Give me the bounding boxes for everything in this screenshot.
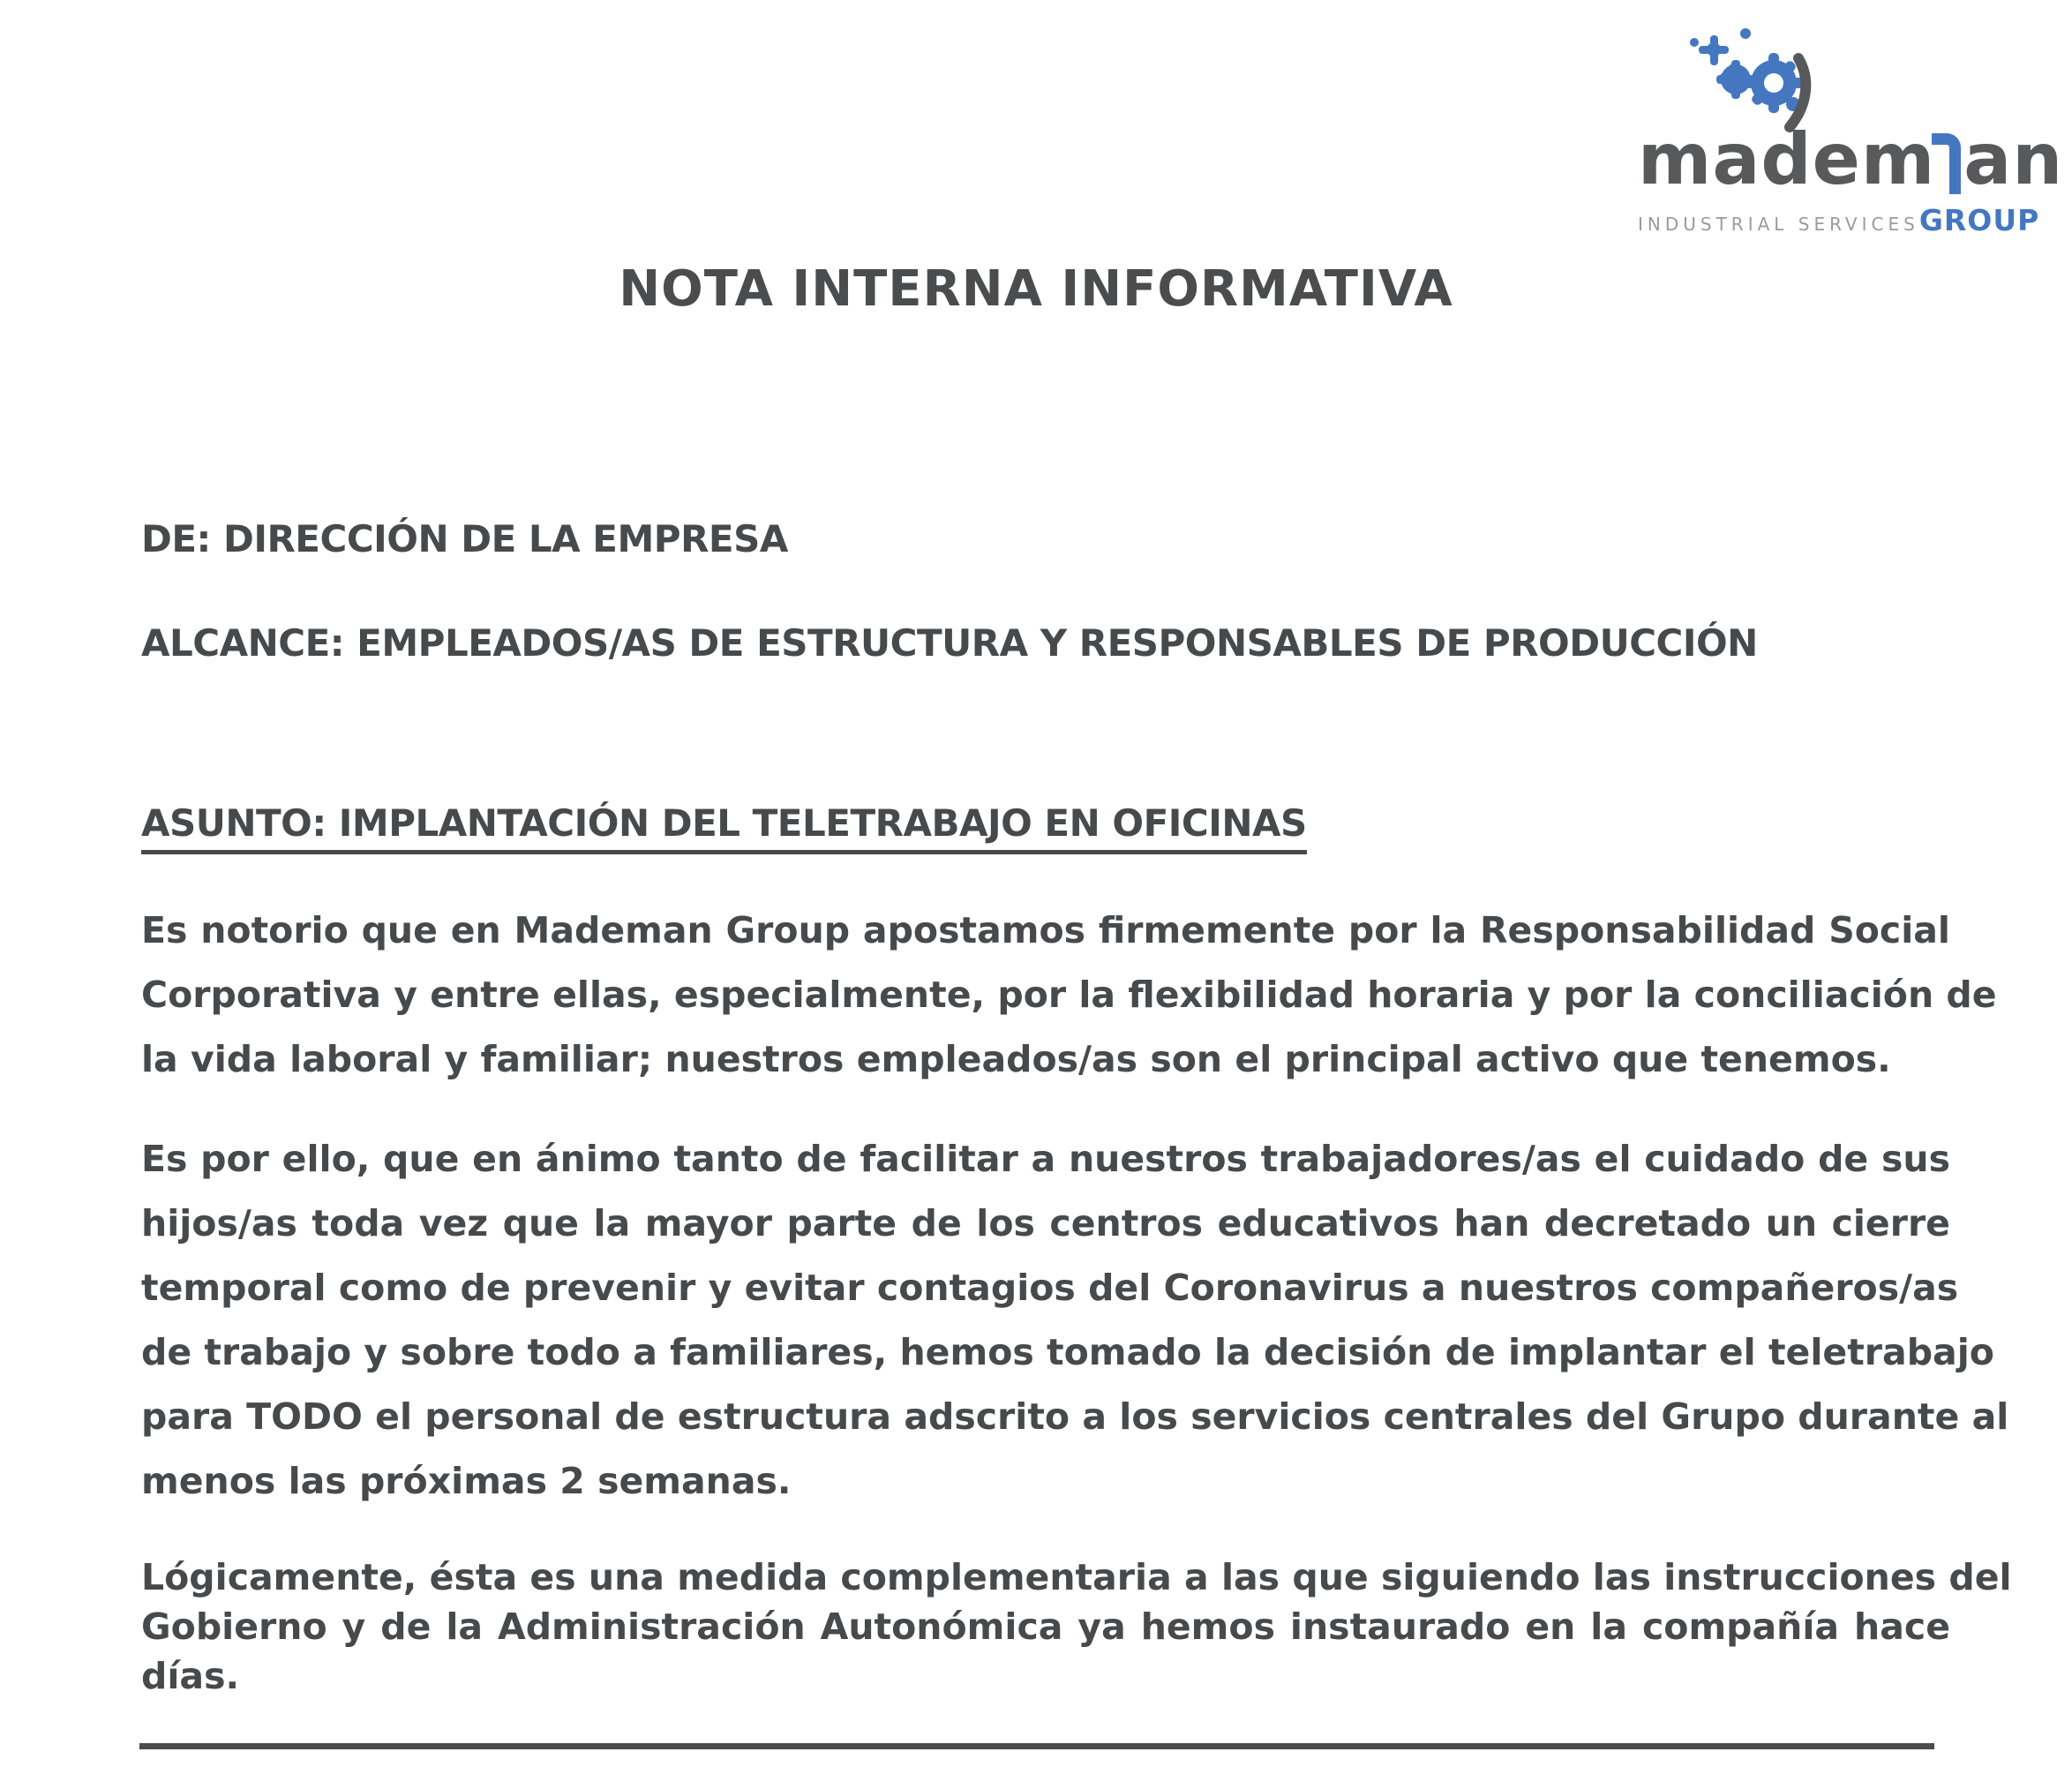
subject-text: ASUNTO: IMPLANTACIÓN DEL TELETRABAJO EN OFICINAS [141,801,1307,854]
logo-wordmark-prefix: madem [1638,118,1936,200]
paragraph-2-line: menos las próximas 2 semanas. [141,1460,792,1502]
scope-line: ALCANCE: EMPLEADOS/AS DE ESTRUCTURA Y RESPONSABLES DE PRODUCCIÓN [141,621,1758,665]
paragraph-3-line: Gobierno y de la Administración Autonómica ya hemos instaurado en la compañía hace días. [141,1605,1950,1697]
paragraph-3-line: Lógicamente, ésta es una medida complementaria a las que siguiendo las instrucciones del [141,1556,2012,1598]
paragraph-2-line: de trabajo y sobre todo a familiares, hemos tomado la decisión de implantar el teletrabajo [141,1331,1994,1373]
logo-wordmark-suffix: an [1963,118,2064,200]
paragraph-3 [141,1553,2012,1701]
footer-divider [139,1743,1934,1749]
paragraph-1-line: Es notorio que en Mademan Group apostamos firmemente por la Responsabilidad Social [141,909,1950,951]
logo-blue-stroke-icon [1932,133,1961,194]
from-line: DE: DIRECCIÓN DE LA EMPRESA [141,517,788,560]
paragraph-1-line: Corporativa y entre ellas, especialmente, por la flexibilidad horaria y por la conciliación de [141,974,1997,1016]
company-logo [1638,28,2064,237]
paragraph-2-line: Es por ello, que en ánimo tanto de facilitar a nuestros trabajadores/as el cuidado de sus [141,1138,1950,1180]
logo-tagline: INDUSTRIAL SERVICES [1638,214,1919,235]
paragraph-2-line: hijos/as toda vez que la mayor parte de los centros educativos han decretado un cierre [141,1202,1950,1244]
paragraph-2-line: temporal como de prevenir y evitar contagios del Coronavirus a nuestros compañeros/as [141,1267,1959,1309]
logo-wordmark [1638,118,2064,200]
paragraph-2-line: para TODO el personal de estructura adscrito a los servicios centrales del Grupo durante al [141,1395,2009,1438]
logo-group-label: GROUP [1918,203,2040,237]
paragraph-2 [141,1127,2009,1514]
gears-icon [1687,28,1820,132]
paragraph-1 [141,899,1997,1092]
subject-line [141,801,1307,854]
memo-body [141,899,2012,1701]
page-title: NOTA INTERNA INFORMATIVA [619,260,1453,318]
paragraph-1-line: la vida laboral y familiar; nuestros empleados/as son el principal activo que tenemos. [141,1038,1891,1080]
